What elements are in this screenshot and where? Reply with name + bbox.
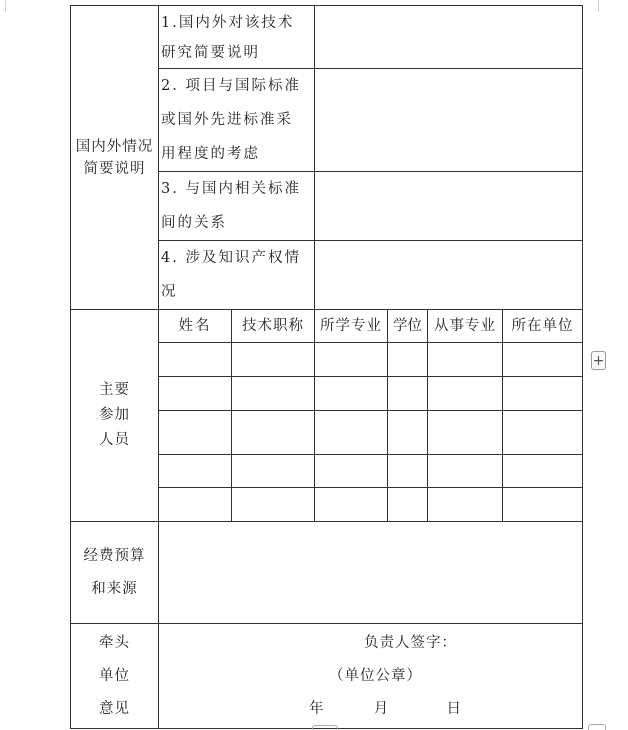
cell-degree[interactable] xyxy=(388,488,428,522)
budget-label-cell: 经费预算 和来源 xyxy=(71,522,159,624)
day-label: 日 xyxy=(446,700,462,717)
cell-name[interactable] xyxy=(159,411,232,455)
date-line xyxy=(159,693,582,726)
page-corner-handle[interactable] xyxy=(588,724,606,730)
column-header-unit: 所在单位 xyxy=(503,310,583,343)
column-header-name: 姓名 xyxy=(159,310,232,343)
cell-degree[interactable] xyxy=(388,455,428,488)
cell-unit[interactable] xyxy=(503,343,583,377)
cell-unit[interactable] xyxy=(503,377,583,411)
cell-field[interactable] xyxy=(428,488,503,522)
cell-name[interactable] xyxy=(159,455,232,488)
column-header-field: 从事专业 xyxy=(428,310,503,343)
participants-label-cell: 主要 参加 人员 xyxy=(71,310,159,522)
question-4-label: 4. 涉及知识产权情 况 xyxy=(159,241,315,310)
cell-name[interactable] xyxy=(159,343,232,377)
cell-unit[interactable] xyxy=(503,488,583,522)
cell-field[interactable] xyxy=(428,455,503,488)
question-1-answer-field[interactable] xyxy=(315,6,583,69)
question-3-label: 3. 与国内相关标准 间的关系 xyxy=(159,172,315,241)
cell-degree[interactable] xyxy=(388,343,428,377)
cell-major[interactable] xyxy=(315,488,388,522)
cell-degree[interactable] xyxy=(388,377,428,411)
leading-unit-row xyxy=(71,624,583,729)
cell-major[interactable] xyxy=(315,343,388,377)
label-line: 简要说明 xyxy=(83,160,146,177)
unit-seal-label: （单位公章） xyxy=(329,667,422,684)
label-line: 国内外情况 xyxy=(75,138,154,155)
signer-signature-label: 负责人签字： xyxy=(364,634,457,651)
cell-title[interactable] xyxy=(232,488,315,522)
question-row-1 xyxy=(71,6,583,69)
question-1-label: 1.国内外对该技术 研究简要说明 xyxy=(159,6,315,69)
budget-answer-field[interactable] xyxy=(159,522,583,624)
column-header-degree: 学位 xyxy=(388,310,428,343)
cell-unit[interactable] xyxy=(503,455,583,488)
cell-field[interactable] xyxy=(428,411,503,455)
question-4-answer-field[interactable] xyxy=(315,241,583,310)
page-margin-marker-left xyxy=(5,0,6,12)
leading-unit-opinion-field[interactable] xyxy=(159,624,583,729)
personnel-header-row xyxy=(71,310,583,343)
question-2-label: 2. 项目与国际标准 或国外先进标准采 用程度的考虑 xyxy=(159,69,315,172)
cell-title[interactable] xyxy=(232,343,315,377)
cell-name[interactable] xyxy=(159,488,232,522)
question-2-answer-field[interactable] xyxy=(315,69,583,172)
add-row-button[interactable]: + xyxy=(592,353,605,369)
cell-major[interactable] xyxy=(315,455,388,488)
year-label: 年 xyxy=(309,700,325,717)
question-3-answer-field[interactable] xyxy=(315,172,583,241)
cell-title[interactable] xyxy=(232,411,315,455)
leading-unit-label-cell: 牵头 单位 意见 xyxy=(71,624,159,729)
cell-major[interactable] xyxy=(315,411,388,455)
page-margin-marker-right xyxy=(598,0,599,12)
budget-row xyxy=(71,522,583,624)
column-header-title: 技术职称 xyxy=(232,310,315,343)
cell-unit[interactable] xyxy=(503,411,583,455)
column-header-major: 所学专业 xyxy=(315,310,388,343)
domestic-foreign-label-cell xyxy=(71,6,159,310)
project-application-form xyxy=(70,5,583,729)
cell-degree[interactable] xyxy=(388,411,428,455)
cell-field[interactable] xyxy=(428,343,503,377)
cell-field[interactable] xyxy=(428,377,503,411)
cell-name[interactable] xyxy=(159,377,232,411)
month-label: 月 xyxy=(373,700,390,717)
cell-title[interactable] xyxy=(232,455,315,488)
cell-major[interactable] xyxy=(315,377,388,411)
table-resize-handle[interactable] xyxy=(312,725,338,730)
cell-title[interactable] xyxy=(232,377,315,411)
